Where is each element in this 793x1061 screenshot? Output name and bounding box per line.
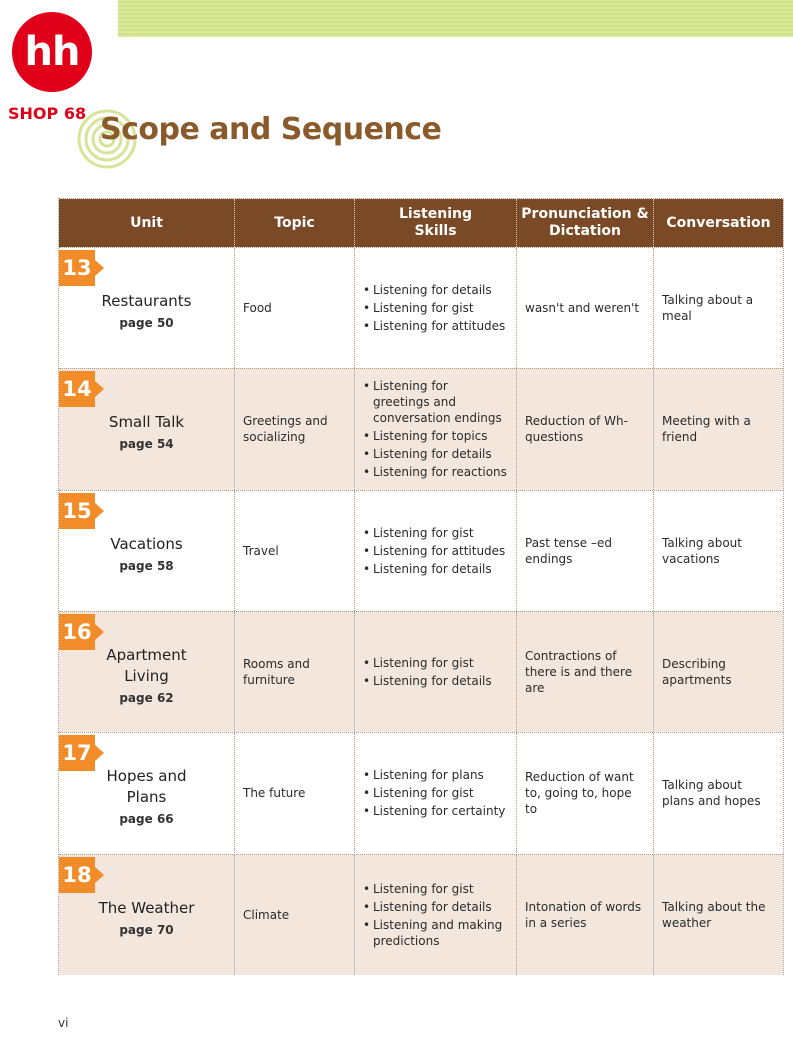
skill-item: • Listening for details bbox=[363, 673, 492, 689]
table-row bbox=[59, 611, 783, 732]
topic-text: Travel bbox=[243, 543, 279, 558]
header-pronunciation-label: Pronunciation & Dictation bbox=[521, 206, 649, 239]
conversation-cell bbox=[654, 612, 783, 732]
unit-title: Restaurants bbox=[101, 292, 192, 311]
pronunciation-text: Reduction of want to, going to, hope to bbox=[525, 770, 634, 817]
unit-cell bbox=[59, 612, 235, 732]
conversation-text: Meeting with a friend bbox=[662, 414, 751, 445]
pronunciation-cell bbox=[517, 369, 654, 489]
skill-item: • Listening for plans bbox=[363, 767, 505, 783]
unit-cell bbox=[59, 855, 235, 975]
unit-page: page 66 bbox=[119, 811, 174, 826]
listening-cell bbox=[355, 733, 517, 853]
unit-cell bbox=[59, 733, 235, 853]
unit-title: Apartment Living bbox=[106, 645, 187, 685]
unit-title: The Weather bbox=[98, 898, 195, 917]
unit-number-badge: 13 bbox=[59, 250, 95, 286]
listening-cell bbox=[355, 491, 517, 611]
header-listening-label: Listening Skills bbox=[399, 206, 472, 239]
skills-list bbox=[363, 653, 492, 691]
skill-item: • Listening for gist bbox=[363, 525, 505, 541]
unit-page: page 54 bbox=[119, 437, 174, 452]
unit-page: page 50 bbox=[119, 316, 174, 331]
unit-number-badge: 18 bbox=[59, 857, 95, 893]
topic-cell bbox=[235, 369, 355, 489]
skill-item: • Listening for gist bbox=[363, 785, 505, 801]
topic-text: The future bbox=[243, 786, 306, 801]
unit-page: page 70 bbox=[119, 922, 174, 937]
logo-mark: hh bbox=[12, 12, 92, 92]
unit-page: page 58 bbox=[119, 558, 174, 573]
table-row bbox=[59, 368, 783, 489]
scope-table bbox=[58, 198, 784, 975]
conversation-cell bbox=[654, 369, 783, 489]
conversation-text: Talking about vacations bbox=[662, 535, 742, 566]
skill-item: • Listening for details bbox=[363, 446, 508, 462]
conversation-cell bbox=[654, 733, 783, 853]
table-row bbox=[59, 854, 783, 975]
header-unit: Unit bbox=[59, 199, 235, 247]
skills-list bbox=[363, 280, 505, 336]
unit-cell bbox=[59, 491, 235, 611]
listening-cell bbox=[355, 369, 517, 489]
conversation-text: Talking about a meal bbox=[662, 293, 754, 324]
unit-cell bbox=[59, 248, 235, 368]
page-number: vi bbox=[58, 1016, 69, 1030]
pronunciation-cell bbox=[517, 491, 654, 611]
skills-list bbox=[363, 765, 505, 821]
conversation-text: Talking about plans and hopes bbox=[662, 778, 761, 809]
pronunciation-text: Contractions of there is and there are bbox=[525, 649, 633, 696]
unit-title: Hopes and Plans bbox=[106, 766, 187, 806]
unit-number-badge: 16 bbox=[59, 614, 95, 650]
shop-logo bbox=[8, 12, 100, 123]
topic-cell bbox=[235, 855, 355, 975]
skill-item: • Listening for details bbox=[363, 899, 508, 915]
skill-item: • Listening for attitudes bbox=[363, 318, 505, 334]
pronunciation-text: Reduction of Wh- questions bbox=[525, 414, 628, 445]
conversation-cell bbox=[654, 855, 783, 975]
skill-item: • Listening for attitudes bbox=[363, 543, 505, 559]
skill-item: • Listening for gist bbox=[363, 655, 492, 671]
skill-item: • Listening for gist bbox=[363, 881, 508, 897]
skill-item: • Listening for reactions bbox=[363, 464, 508, 480]
conversation-cell bbox=[654, 248, 783, 368]
topic-text: Greetings and socializing bbox=[243, 414, 328, 445]
header-topic: Topic bbox=[235, 199, 355, 247]
header-listening bbox=[355, 199, 517, 247]
conversation-cell bbox=[654, 491, 783, 611]
top-decorative-band bbox=[118, 0, 793, 37]
pronunciation-cell bbox=[517, 733, 654, 853]
skills-list bbox=[363, 523, 505, 579]
skills-list bbox=[363, 879, 508, 951]
table-row bbox=[59, 732, 783, 853]
skill-item: • Listening for details bbox=[363, 282, 505, 298]
table-row bbox=[59, 247, 783, 368]
pronunciation-cell bbox=[517, 248, 654, 368]
skill-item: • Listening for greetings and conversation endings bbox=[363, 378, 508, 426]
logo-label: SHOP 68 bbox=[8, 104, 87, 123]
listening-cell bbox=[355, 248, 517, 368]
table-row bbox=[59, 490, 783, 611]
pronunciation-text: Past tense –ed endings bbox=[525, 535, 612, 566]
listening-cell bbox=[355, 855, 517, 975]
listening-cell bbox=[355, 612, 517, 732]
unit-page: page 62 bbox=[119, 690, 174, 705]
conversation-text: Talking about the weather bbox=[662, 899, 766, 930]
skill-item: • Listening for topics bbox=[363, 428, 508, 444]
topic-cell bbox=[235, 733, 355, 853]
topic-text: Food bbox=[243, 301, 272, 316]
skill-item: • Listening for gist bbox=[363, 300, 505, 316]
topic-text: Rooms and furniture bbox=[243, 657, 310, 688]
pronunciation-cell bbox=[517, 612, 654, 732]
header-pronunciation bbox=[517, 199, 654, 247]
topic-text: Climate bbox=[243, 907, 290, 922]
table-header bbox=[59, 199, 783, 247]
topic-cell bbox=[235, 491, 355, 611]
conversation-text: Describing apartments bbox=[662, 657, 732, 688]
unit-title: Small Talk bbox=[108, 413, 185, 432]
pronunciation-text: Intonation of words in a series bbox=[525, 899, 642, 930]
unit-title: Vacations bbox=[110, 534, 183, 553]
skill-item: • Listening for details bbox=[363, 561, 505, 577]
unit-cell bbox=[59, 369, 235, 489]
unit-number-badge: 17 bbox=[59, 735, 95, 771]
pronunciation-text: wasn't and weren't bbox=[525, 301, 640, 316]
topic-cell bbox=[235, 248, 355, 368]
unit-number-badge: 14 bbox=[59, 371, 95, 407]
skill-item: • Listening and making predictions bbox=[363, 917, 508, 949]
unit-number-badge: 15 bbox=[59, 493, 95, 529]
pronunciation-cell bbox=[517, 855, 654, 975]
skills-list bbox=[363, 376, 508, 482]
topic-cell bbox=[235, 612, 355, 732]
header-conversation: Conversation bbox=[666, 214, 771, 231]
skill-item: • Listening for certainty bbox=[363, 803, 505, 819]
page-title: Scope and Sequence bbox=[100, 112, 442, 147]
